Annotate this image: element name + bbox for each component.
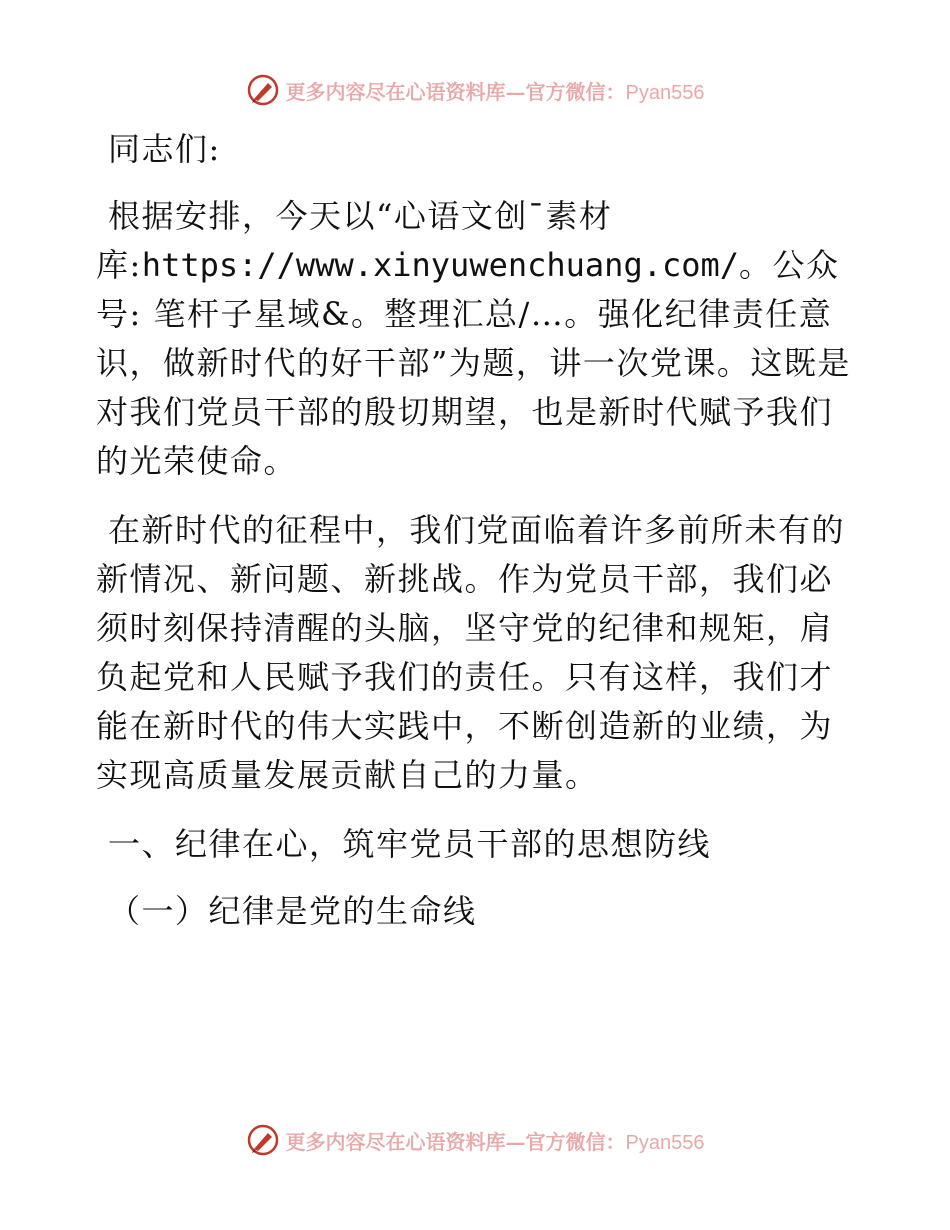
- document-body: [96, 125, 856, 954]
- pen-logo-icon: [246, 73, 280, 107]
- paragraph: 在新时代的征程中，我们党面临着许多前所未有的新情况、新问题、新挑战。作为党员干部，我们必须时刻保持清醒的头脑，坚守党的纪律和规矩，肩负起党和人民赋予我们的责任。只有这样，我们才能在新时代的伟大实践中，不断创造新的业绩，为实现高质量发展贡献自己的力量。: [96, 511, 846, 794]
- watermark-text: 更多内容尽在心语资料库—官方微信：Pyan556: [285, 1129, 705, 1154]
- section-heading: 一、纪律在心，筑牢党员干部的思想防线: [108, 825, 712, 863]
- url-text: https://www.xinyuwenchuang.com/: [141, 246, 740, 284]
- pen-logo-icon: [246, 1123, 280, 1157]
- paragraph: [96, 192, 856, 486]
- subsection-heading: （一）纪律是党的生命线: [108, 892, 477, 930]
- watermark-footer: [0, 1120, 950, 1160]
- watermark-header: [0, 70, 950, 110]
- paragraph-text: 。公众号: 笔杆子星域&。整理汇总/…。强化纪律责任意识，做新时代的好干部”为题，讲一次党课。这既是对我们党员干部的殷切期望，也是新时代赋予我们的光荣使命。: [96, 246, 851, 480]
- watermark-text: 更多内容尽在心语资料库—官方微信：Pyan556: [285, 79, 705, 104]
- greeting: 同志们:: [108, 130, 221, 168]
- paragraph-text: 根据安排，今天以“心语文创¯素材库:: [96, 197, 613, 284]
